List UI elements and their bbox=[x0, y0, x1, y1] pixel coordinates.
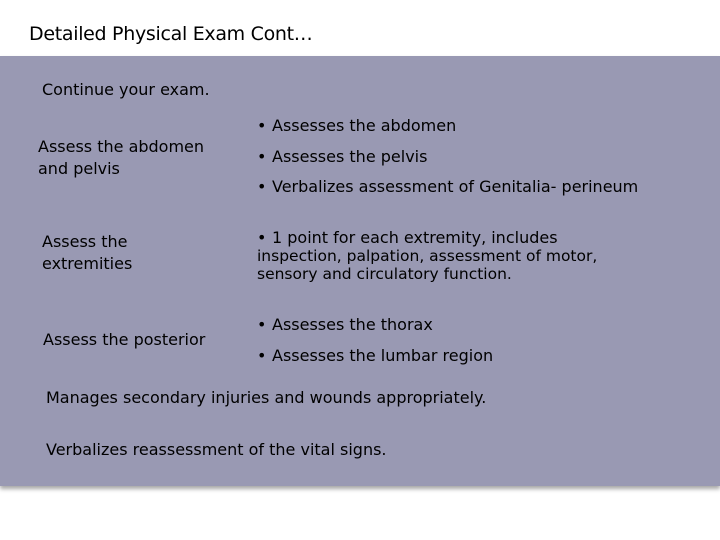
slide-title: Detailed Physical Exam Cont… bbox=[29, 23, 313, 45]
bullet-dot: • bbox=[257, 177, 267, 196]
closing-wounds: Manages secondary injuries and wounds appropriately. bbox=[46, 388, 487, 407]
section-label-posterior: Assess the posterior bbox=[43, 330, 206, 349]
section-label-abdomen-line2: and pelvis bbox=[38, 159, 120, 178]
bullet-pelvis: • Assesses the pelvis bbox=[257, 147, 428, 166]
bullet-thorax: • Assesses the thorax bbox=[257, 315, 433, 334]
bullet-extremity-line3: sensory and circulatory function. bbox=[257, 265, 512, 283]
bullet-dot: • bbox=[257, 228, 267, 247]
bullet-lumbar: • Assesses the lumbar region bbox=[257, 346, 494, 365]
bullet-abdomen: • Assesses the abdomen bbox=[257, 116, 457, 135]
bullet-extremity-line1: • 1 point for each extremity, includes bbox=[257, 228, 558, 247]
bullet-extremity-line2: inspection, palpation, assessment of motor, bbox=[257, 247, 598, 265]
bullet-dot: • bbox=[257, 315, 267, 334]
section-label-extremities-line1: Assess the bbox=[42, 232, 128, 251]
bullet-genitalia: • Verbalizes assessment of Genitalia- perineum bbox=[257, 177, 639, 196]
bullet-dot: • bbox=[257, 346, 267, 365]
closing-vitals: Verbalizes reassessment of the vital signs. bbox=[46, 440, 387, 459]
bullet-dot: • bbox=[257, 116, 267, 135]
section-label-abdomen-line1: Assess the abdomen bbox=[38, 137, 205, 156]
section-label-extremities-line2: extremities bbox=[42, 254, 133, 273]
bullet-dot: • bbox=[257, 147, 267, 166]
intro-text: Continue your exam. bbox=[42, 80, 210, 99]
